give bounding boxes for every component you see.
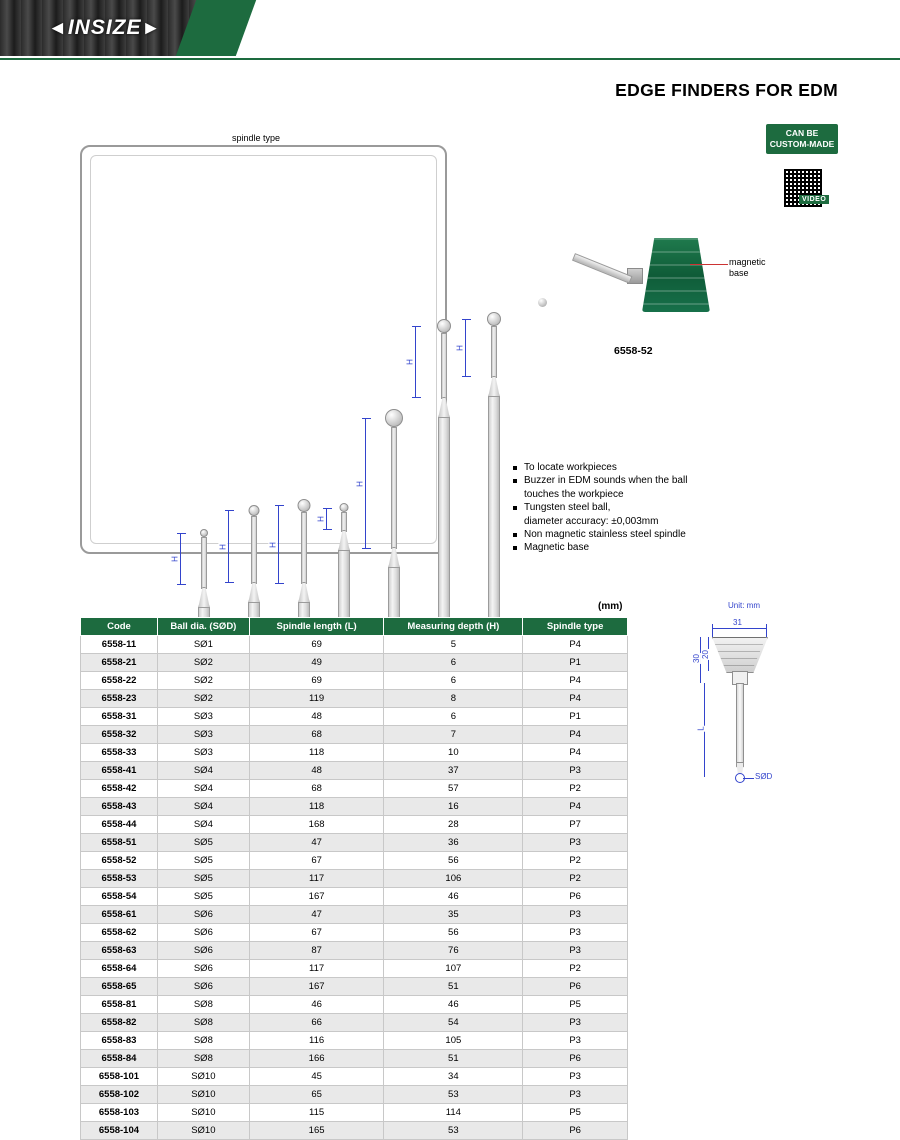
feature-continuation (512, 488, 772, 501)
cell-spindle-type: P3 (523, 762, 628, 780)
cell-spindle-type: P3 (523, 1032, 628, 1050)
spindle-type-panel (80, 145, 465, 562)
cell-spindle-length: 66 (249, 1014, 384, 1032)
probe-taper (198, 587, 210, 609)
cell-spindle-length: 166 (249, 1050, 384, 1068)
cell-spindle-length: 67 (249, 852, 384, 870)
dimension-width-value: 31 (733, 618, 742, 627)
cell-ball-dia: SØ5 (157, 852, 249, 870)
cell-measuring-depth: 35 (384, 906, 523, 924)
column-header-code: Code (81, 618, 158, 636)
probe-ball (487, 312, 501, 326)
cell-code: 6558-31 (81, 708, 158, 726)
cell-spindle-length: 67 (249, 924, 384, 942)
dimension-width-tick-left (712, 624, 713, 637)
cell-code: 6558-102 (81, 1086, 158, 1104)
table-row (81, 1122, 628, 1140)
cell-ball-dia: SØ6 (157, 906, 249, 924)
cell-code: 6558-63 (81, 942, 158, 960)
dimension-h-label: H (316, 516, 326, 522)
table-row (81, 636, 628, 654)
table-row (81, 654, 628, 672)
cell-spindle-type: P4 (523, 798, 628, 816)
cell-ball-dia: SØ10 (157, 1122, 249, 1140)
table-row (81, 870, 628, 888)
cell-spindle-length: 115 (249, 1104, 384, 1122)
feature-list (512, 461, 772, 555)
custom-made-line1: CAN BE (785, 128, 819, 138)
cell-ball-dia: SØ6 (157, 942, 249, 960)
table-header-row (81, 618, 628, 636)
cell-ball-dia: SØ10 (157, 1068, 249, 1086)
dimension-length-label: L (696, 726, 706, 731)
cell-code: 6558-44 (81, 816, 158, 834)
cell-ball-dia: SØ10 (157, 1104, 249, 1122)
feature-continuation (512, 515, 772, 528)
logo-arrow-left-icon: ◄ (48, 18, 68, 39)
dimension-inner-height-value: 20 (700, 650, 710, 659)
feature-item (512, 528, 772, 541)
dimension-h (355, 418, 366, 549)
cell-spindle-type: P6 (523, 888, 628, 906)
cell-spindle-length: 47 (249, 906, 384, 924)
cell-code: 6558-53 (81, 870, 158, 888)
cell-measuring-depth: 53 (384, 1122, 523, 1140)
cell-code: 6558-41 (81, 762, 158, 780)
probe-stem (491, 326, 497, 378)
cell-code: 6558-65 (81, 978, 158, 996)
cell-measuring-depth: 53 (384, 1086, 523, 1104)
cell-spindle-type: P2 (523, 780, 628, 798)
table-row (81, 852, 628, 870)
cell-code: 6558-43 (81, 798, 158, 816)
feature-text: Magnetic base (524, 542, 590, 554)
cell-spindle-length: 167 (249, 888, 384, 906)
table-row (81, 690, 628, 708)
logo-text: INSIZE (67, 16, 142, 39)
cell-spindle-length: 68 (249, 780, 384, 798)
cell-spindle-type: P2 (523, 870, 628, 888)
cell-spindle-length: 69 (249, 672, 384, 690)
cell-measuring-depth: 107 (384, 960, 523, 978)
feature-item (512, 474, 772, 487)
cell-spindle-type: P1 (523, 708, 628, 726)
cell-spindle-type: P3 (523, 942, 628, 960)
table-row (81, 924, 628, 942)
cell-spindle-length: 117 (249, 870, 384, 888)
cell-ball-dia: SØ2 (157, 690, 249, 708)
dimension-h-label: H (218, 543, 228, 550)
cell-code: 6558-21 (81, 654, 158, 672)
cell-measuring-depth: 6 (384, 672, 523, 690)
cell-code: 6558-11 (81, 636, 158, 654)
dimension-h-label: H (170, 556, 180, 562)
feature-item (512, 501, 772, 514)
dimension-height-value: 30 (691, 654, 701, 663)
cell-code: 6558-51 (81, 834, 158, 852)
cell-measuring-depth: 34 (384, 1068, 523, 1086)
probe-ball (298, 499, 311, 512)
cell-spindle-type: P7 (523, 816, 628, 834)
cell-code: 6558-52 (81, 852, 158, 870)
dimension-h (316, 508, 327, 530)
table-unit-note: (mm) (598, 601, 623, 612)
cell-measuring-depth: 51 (384, 1050, 523, 1068)
cell-ball-dia: SØ5 (157, 834, 249, 852)
cell-ball-dia: SØ4 (157, 798, 249, 816)
cell-code: 6558-62 (81, 924, 158, 942)
column-header-spindle-length: Spindle length (L) (249, 618, 384, 636)
table-row (81, 762, 628, 780)
dimension-h (268, 505, 279, 584)
cell-spindle-type: P2 (523, 852, 628, 870)
cell-spindle-length: 46 (249, 996, 384, 1014)
dimension-width-line (712, 628, 766, 629)
callout-line2: base (729, 268, 749, 278)
probe-stem (341, 512, 347, 532)
cell-measuring-depth: 51 (384, 978, 523, 996)
probe-ball (437, 319, 451, 333)
table-row (81, 726, 628, 744)
custom-made-line2: CUSTOM-MADE (769, 139, 835, 149)
cell-spindle-length: 117 (249, 960, 384, 978)
cell-measuring-depth: 56 (384, 852, 523, 870)
cell-spindle-length: 116 (249, 1032, 384, 1050)
cell-spindle-type: P5 (523, 996, 628, 1014)
table-body (81, 636, 628, 1140)
cell-spindle-length: 118 (249, 744, 384, 762)
table-row (81, 1014, 628, 1032)
cell-spindle-length: 167 (249, 978, 384, 996)
cell-ball-dia: SØ3 (157, 708, 249, 726)
cell-spindle-type: P4 (523, 726, 628, 744)
table-row (81, 744, 628, 762)
cell-measuring-depth: 105 (384, 1032, 523, 1050)
cell-spindle-length: 168 (249, 816, 384, 834)
product-photo (530, 232, 715, 340)
cell-measuring-depth: 56 (384, 924, 523, 942)
dimension-drawing (690, 612, 830, 802)
feature-text: touches the workpiece (524, 488, 624, 500)
cell-code: 6558-22 (81, 672, 158, 690)
cell-spindle-length: 45 (249, 1068, 384, 1086)
feature-text: To locate workpieces (524, 462, 617, 473)
cell-code: 6558-54 (81, 888, 158, 906)
brand-logo (48, 16, 161, 40)
feature-item (512, 461, 772, 474)
cell-measuring-depth: 10 (384, 744, 523, 762)
cell-ball-dia: SØ2 (157, 654, 249, 672)
callout-leader-line (690, 264, 728, 265)
cell-spindle-type: P5 (523, 1104, 628, 1122)
cell-ball-dia: SØ6 (157, 978, 249, 996)
cell-measuring-depth: 16 (384, 798, 523, 816)
cell-measuring-depth: 54 (384, 1014, 523, 1032)
cell-ball-dia: SØ8 (157, 1032, 249, 1050)
probe-stem (201, 537, 207, 589)
cell-code: 6558-84 (81, 1050, 158, 1068)
probe-ball (200, 529, 208, 537)
probe-taper (248, 582, 260, 604)
cell-spindle-type: P2 (523, 960, 628, 978)
cell-ball-dia: SØ8 (157, 996, 249, 1014)
table-row (81, 1068, 628, 1086)
product-spindle (572, 253, 632, 284)
table-row (81, 708, 628, 726)
spindle-type-caption: spindle type (232, 133, 281, 143)
cell-spindle-length: 119 (249, 690, 384, 708)
cell-ball-dia: SØ4 (157, 762, 249, 780)
table-row (81, 960, 628, 978)
column-header-ball-dia: Ball dia. (SØD) (157, 618, 249, 636)
cell-measuring-depth: 7 (384, 726, 523, 744)
cell-spindle-length: 118 (249, 798, 384, 816)
cell-spindle-type: P3 (523, 1086, 628, 1104)
product-photo-caption: 6558-52 (614, 345, 653, 357)
cell-code: 6558-33 (81, 744, 158, 762)
cell-ball-dia: SØ8 (157, 1014, 249, 1032)
cell-spindle-type: P4 (523, 744, 628, 762)
cell-code: 6558-42 (81, 780, 158, 798)
cell-ball-dia: SØ3 (157, 726, 249, 744)
cell-code: 6558-32 (81, 726, 158, 744)
cell-ball-dia: SØ6 (157, 960, 249, 978)
cell-measuring-depth: 8 (384, 690, 523, 708)
cell-ball-dia: SØ2 (157, 672, 249, 690)
custom-made-badge (766, 124, 838, 154)
cell-measuring-depth: 37 (384, 762, 523, 780)
cell-spindle-length: 48 (249, 762, 384, 780)
cell-spindle-type: P3 (523, 924, 628, 942)
table-row (81, 1050, 628, 1068)
table-row (81, 798, 628, 816)
table-row (81, 1032, 628, 1050)
cell-measuring-depth: 57 (384, 780, 523, 798)
product-ball-tip (538, 298, 547, 307)
cell-code: 6558-81 (81, 996, 158, 1014)
cell-measuring-depth: 46 (384, 996, 523, 1014)
cell-code: 6558-23 (81, 690, 158, 708)
dimension-width-tick-right (766, 624, 767, 637)
dimension-h (218, 510, 229, 583)
dimension-h-label: H (268, 541, 278, 548)
dimension-h-label: H (355, 480, 365, 487)
probe-taper (298, 582, 310, 604)
cell-spindle-type: P6 (523, 1050, 628, 1068)
probe-stem (301, 512, 307, 584)
cell-measuring-depth: 46 (384, 888, 523, 906)
table-row (81, 942, 628, 960)
cell-spindle-length: 48 (249, 708, 384, 726)
cell-spindle-length: 47 (249, 834, 384, 852)
feature-text: diameter accuracy: ±0,003mm (524, 515, 659, 527)
cell-spindle-type: P1 (523, 654, 628, 672)
dimension-spindle (736, 683, 744, 767)
cell-code: 6558-103 (81, 1104, 158, 1122)
cell-code: 6558-101 (81, 1068, 158, 1086)
cell-spindle-length: 87 (249, 942, 384, 960)
feature-text: Tungsten steel ball, (524, 502, 611, 514)
cell-measuring-depth: 28 (384, 816, 523, 834)
specification-table (80, 617, 628, 1140)
page-header (0, 0, 900, 60)
cell-measuring-depth: 5 (384, 636, 523, 654)
cell-code: 6558-82 (81, 1014, 158, 1032)
probe-taper (488, 376, 500, 398)
table-row (81, 672, 628, 690)
cell-spindle-type: P3 (523, 1068, 628, 1086)
table-row (81, 996, 628, 1014)
cell-ball-dia: SØ4 (157, 780, 249, 798)
qr-video-label: VIDEO (799, 195, 829, 204)
cell-measuring-depth: 36 (384, 834, 523, 852)
probe-taper (438, 397, 450, 419)
cell-measuring-depth: 76 (384, 942, 523, 960)
table-row (81, 834, 628, 852)
table-row (81, 978, 628, 996)
cell-ball-dia: SØ8 (157, 1050, 249, 1068)
cell-spindle-type: P3 (523, 906, 628, 924)
cell-measuring-depth: 106 (384, 870, 523, 888)
cell-ball-dia: SØ4 (157, 816, 249, 834)
cell-ball-dia: SØ6 (157, 924, 249, 942)
logo-arrow-right-icon: ► (141, 18, 162, 39)
cell-code: 6558-64 (81, 960, 158, 978)
feature-item (512, 541, 772, 554)
table-row (81, 780, 628, 798)
magnetic-base-body (642, 238, 710, 312)
dimension-h (405, 326, 416, 398)
feature-text: Buzzer in EDM sounds when the ball (524, 475, 688, 487)
table-row (81, 906, 628, 924)
cell-spindle-length: 65 (249, 1086, 384, 1104)
cell-spindle-type: P4 (523, 672, 628, 690)
cell-ball-dia: SØ3 (157, 744, 249, 762)
cell-spindle-length: 165 (249, 1122, 384, 1140)
page-title: EDGE FINDERS FOR EDM (615, 80, 838, 100)
probe-p7 (455, 312, 515, 659)
cell-code: 6558-83 (81, 1032, 158, 1050)
probe-stem (251, 516, 257, 584)
cell-spindle-type: P6 (523, 978, 628, 996)
cell-spindle-type: P4 (523, 636, 628, 654)
probe-stem (391, 427, 397, 549)
cell-measuring-depth: 6 (384, 654, 523, 672)
probe-ball (340, 503, 349, 512)
cell-ball-dia: SØ1 (157, 636, 249, 654)
probe-taper (388, 547, 400, 569)
cell-spindle-type: P6 (523, 1122, 628, 1140)
cell-spindle-length: 68 (249, 726, 384, 744)
cell-code: 6558-61 (81, 906, 158, 924)
cell-ball-dia: SØ5 (157, 888, 249, 906)
table-row (81, 1104, 628, 1122)
feature-text: Non magnetic stainless steel spindle (524, 529, 686, 541)
table-row (81, 1086, 628, 1104)
callout-line1: magnetic (729, 257, 766, 267)
cell-spindle-type: P3 (523, 1014, 628, 1032)
dimension-h (170, 533, 181, 585)
dimension-h-label: H (405, 359, 415, 365)
column-header-spindle-type: Spindle type (523, 618, 628, 636)
probe-taper (338, 530, 350, 552)
dimension-base-cone-shading (712, 637, 766, 671)
probe-ball (385, 409, 403, 427)
cell-spindle-type: P4 (523, 690, 628, 708)
cell-spindle-length: 69 (249, 636, 384, 654)
probe-stem (441, 333, 447, 399)
dimension-h-label: H (455, 345, 465, 351)
column-header-measuring-depth: Measuring depth (H) (384, 618, 523, 636)
cell-spindle-type: P3 (523, 834, 628, 852)
dimension-ball-label: SØD (755, 772, 773, 781)
cell-ball-dia: SØ5 (157, 870, 249, 888)
dimension-h (455, 319, 466, 377)
cell-measuring-depth: 6 (384, 708, 523, 726)
cell-measuring-depth: 114 (384, 1104, 523, 1122)
cell-spindle-length: 49 (249, 654, 384, 672)
table-row (81, 816, 628, 834)
probe-ball (249, 505, 260, 516)
cell-ball-dia: SØ10 (157, 1086, 249, 1104)
callout-magnetic-base (729, 257, 766, 279)
dimension-unit-label: Unit: mm (728, 601, 760, 610)
cell-code: 6558-104 (81, 1122, 158, 1140)
table-row (81, 888, 628, 906)
